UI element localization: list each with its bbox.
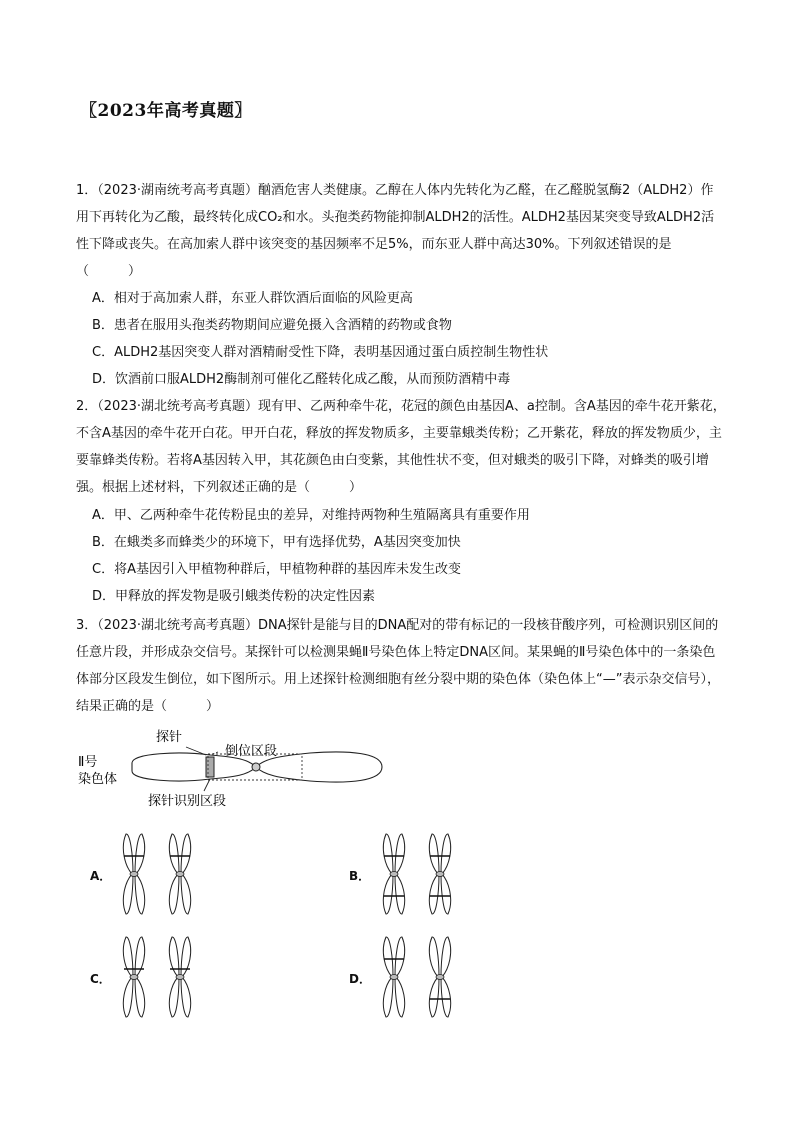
metaphase-chromosome (383, 937, 404, 1017)
choice-d-label[interactable]: D． (349, 972, 371, 986)
metaphase-chromosome (429, 834, 450, 914)
metaphase-chromosome (169, 834, 190, 914)
choice-a-label[interactable]: A． (90, 869, 112, 883)
centromere (390, 872, 398, 877)
figure-label-probe: 探针 (156, 730, 183, 745)
figure-label-chromosome-line2: 染色体 (78, 772, 118, 787)
centromere (436, 872, 444, 877)
metaphase-chromosome (429, 937, 450, 1017)
choice-c-figure[interactable] (110, 933, 220, 1023)
question-1-option-b[interactable]: B．患者在服用头孢类药物期间应避免摄入含酒精的药物或食物 (92, 318, 452, 333)
question-2-option-d[interactable]: D．甲释放的挥发物是吸引蛾类传粉的决定性因素 (92, 589, 376, 604)
choice-b-label[interactable]: B． (349, 869, 371, 883)
question-3-stem: 3．（2023·湖北统考高考真题）DNA探针是能与目的DNA配对的带有标记的一段核苷酸序列，可检测识别区间的任意片段，并形成杂交信号。某探针可以检测果蝇Ⅱ号染色体上特定DNA区间。某果蝇的Ⅱ号染色体中的一条染色体部分区段发生倒位，如下图所示。用上述探针检测细胞有丝分裂中期的染色体（染色体上“—”表示杂交信号），结果正确的是（ ） (76, 618, 720, 714)
choice-c-label[interactable]: C． (90, 972, 111, 986)
centromere (130, 975, 138, 980)
question-1-option-c[interactable]: C．ALDH2基因突变人群对酒精耐受性下降，表明基因通过蛋白质控制生物性状 (92, 345, 549, 360)
section-title: 〖2023年高考真题〗 (80, 101, 252, 121)
metaphase-chromosome (123, 834, 144, 914)
centromere (176, 872, 184, 877)
centromere (436, 975, 444, 980)
question-1-stem: 1．（2023·湖南统考高考真题）酗酒危害人类健康。乙醇在人体内先转化为乙醛，在乙醛脱氢酶2（ALDH2）作用下再转化为乙酸，最终转化成CO₂和水。头孢类药物能抑制ALDH2的活性。ALDH2基因某突变导致ALDH2活性下降或丧失。在高加索人群中该突变的基因频率不足5%，而东亚人群中高达30%。下列叙述错误的是（ ） (76, 183, 715, 279)
chromosome-figure (70, 725, 400, 810)
question-1-option-a[interactable]: A．相对于高加索人群，东亚人群饮酒后面临的风险更高 (92, 291, 413, 306)
question-1-option-d[interactable]: D．饮酒前口服ALDH2酶制剂可催化乙醛转化成乙酸，从而预防酒精中毒 (92, 372, 511, 387)
choice-b-figure[interactable] (370, 830, 480, 920)
centromere (130, 872, 138, 877)
choice-a-figure[interactable] (110, 830, 220, 920)
question-2-option-a[interactable]: A．甲、乙两种牵牛花传粉昆虫的差异，对维持两物种生殖隔离具有重要作用 (92, 508, 530, 523)
probe-region (206, 757, 214, 777)
metaphase-chromosome (123, 937, 144, 1017)
figure-label-inversion: 倒位区段 (225, 744, 278, 759)
centromere (252, 763, 260, 771)
figure-label-probe-region: 探针识别区段 (148, 794, 227, 809)
question-2-option-b[interactable]: B．在蛾类多而蜂类少的环境下，甲有选择优势，A基因突变加快 (92, 535, 461, 550)
centromere (390, 975, 398, 980)
metaphase-chromosome (169, 937, 190, 1017)
question-2-option-c[interactable]: C．将A基因引入甲植物种群后，甲植物种群的基因库未发生改变 (92, 562, 461, 577)
figure-label-chromosome-line1: Ⅱ号 (78, 755, 98, 770)
question-2-stem: 2．（2023·湖北统考高考真题）现有甲、乙两种牵牛花，花冠的颜色由基因A、a控制。含A基因的牵牛花开紫花，不含A基因的牵牛花开白花。甲开白花，释放的挥发物质多，主要靠蛾类传粉；乙开紫花，释放的挥发物质少，主要靠蜂类传粉。若将A基因转入甲，其花颜色由白变紫，其他性状不变，但对蛾类的吸引下降，对蜂类的吸引增强。根据上述材料，下列叙述正确的是（ ） (76, 399, 726, 495)
metaphase-chromosome (383, 834, 404, 914)
choice-d-figure[interactable] (370, 933, 480, 1023)
centromere (176, 975, 184, 980)
